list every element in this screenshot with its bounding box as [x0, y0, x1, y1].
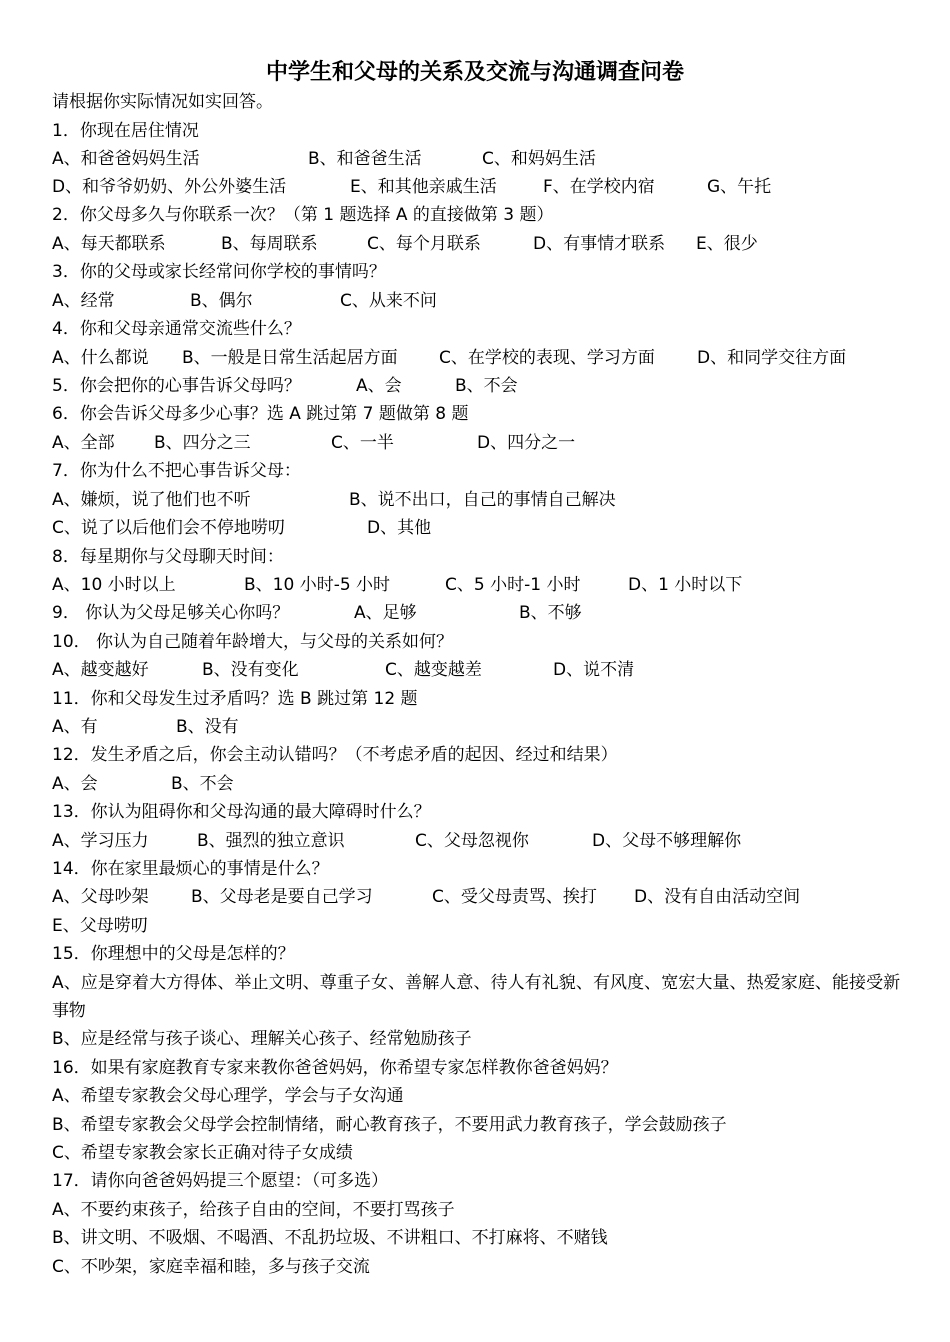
option: B、没有 [176, 717, 239, 737]
option: A、不要约束孩子，给孩子自由的空间，不要打骂孩子 [52, 1200, 455, 1220]
question-text: 3．你的父母或家长经常问你学校的事情吗？ [52, 262, 386, 282]
option: C、父母忽视你 [415, 831, 529, 851]
question-text: 14．你在家里最烦心的事情是什么？ [52, 859, 329, 879]
option: B、不会 [171, 774, 234, 794]
option: B、和爸爸生活 [308, 149, 422, 169]
option: B、不会 [455, 376, 518, 396]
option: A、有 [52, 717, 98, 737]
option: D、父母不够理解你 [592, 831, 742, 851]
option: C、一半 [331, 433, 394, 453]
question-text: 1．你现在居住情况 [52, 121, 199, 141]
option: G、午托 [707, 177, 772, 197]
option: D、1 小时以下 [628, 575, 743, 595]
option: C、和妈妈生活 [482, 149, 596, 169]
option: E、很少 [696, 234, 758, 254]
option: A、每天都联系 [52, 234, 166, 254]
option: C、在学校的表现、学习方面 [439, 348, 655, 368]
option: D、有事情才联系 [533, 234, 666, 254]
option: C、每个月联系 [367, 234, 481, 254]
question-text: 17．请你向爸爸妈妈提三个愿望：（可多选） [52, 1171, 389, 1191]
option: A、希望专家教会父母心理学，学会与子女沟通 [52, 1086, 404, 1106]
option: D、和爷爷奶奶、外公外婆生活 [52, 177, 287, 197]
option: A、会 [356, 376, 402, 396]
option: C、受父母责骂、挨打 [432, 887, 597, 907]
option: A、嫌烦，说了他们也不听 [52, 490, 251, 510]
option: B、讲文明、不吸烟、不喝酒、不乱扔垃圾、不讲粗口、不打麻将、不赌钱 [52, 1228, 608, 1248]
question-text: 6．你会告诉父母多少心事？选 A 跳过第 7 题做第 8 题 [52, 404, 469, 424]
option: C、5 小时-1 小时 [445, 575, 581, 595]
question-text: 4．你和父母亲通常交流些什么？ [52, 319, 301, 339]
option: B、说不出口，自己的事情自己解决 [349, 490, 616, 510]
option: B、每周联系 [221, 234, 318, 254]
option: C、希望专家教会家长正确对待子女成绩 [52, 1143, 353, 1163]
option: C、从来不问 [340, 291, 437, 311]
option: B、父母老是要自己学习 [191, 887, 373, 907]
option: A、越变越好 [52, 660, 149, 680]
option: B、四分之三 [154, 433, 251, 453]
option: A、会 [52, 774, 98, 794]
option: C、越变越差 [385, 660, 482, 680]
question-text: 10． 你认为自己随着年龄增大，与父母的关系如何？ [52, 632, 454, 652]
option: D、其他 [367, 518, 432, 538]
question-text: 15．你理想中的父母是怎样的？ [52, 944, 295, 964]
question-text: 5．你会把你的心事告诉父母吗？ [52, 376, 301, 396]
question-text: 12．发生矛盾之后，你会主动认错吗？（不考虑矛盾的起因、经过和结果） [52, 745, 618, 765]
option: E、父母唠叨 [52, 916, 148, 936]
option: B、应是经常与孩子谈心、理解关心孩子、经常勉励孩子 [52, 1029, 472, 1049]
option: D、没有自由活动空间 [634, 887, 801, 907]
option: B、希望专家教会父母学会控制情绪，耐心教育孩子，不要用武力教育孩子，学会鼓励孩子 [52, 1115, 727, 1135]
question-text: 8．每星期你与父母聊天时间： [52, 547, 284, 567]
question-text: 2．你父母多久与你联系一次？（第 1 题选择 A 的直接做第 3 题） [52, 205, 554, 225]
option: A、学习压力 [52, 831, 149, 851]
question-text: 13．你认为阻碍你和父母沟通的最大障碍时什么？ [52, 802, 431, 822]
option: F、在学校内宿 [543, 177, 655, 197]
option: B、不够 [519, 603, 582, 623]
question-text: 7．你为什么不把心事告诉父母： [52, 461, 301, 481]
option: B、强烈的独立意识 [197, 831, 345, 851]
option: A、父母吵架 [52, 887, 149, 907]
question-text: 9． 你认为父母足够关心你吗？ [52, 603, 290, 623]
option: C、不吵架，家庭幸福和睦，多与孩子交流 [52, 1257, 370, 1277]
option: D、和同学交往方面 [697, 348, 847, 368]
option: B、一般是日常生活起居方面 [182, 348, 398, 368]
question-15-option-a: A、应是穿着大方得体、举止文明、尊重子女、善解人意、待人有礼貌、有风度、宽宏大量、热爱家庭、能接受新事物 [52, 973, 900, 1021]
question-text: 11．你和父母发生过矛盾吗？选 B 跳过第 12 题 [52, 689, 418, 709]
option: B、偶尔 [190, 291, 253, 311]
option: A、10 小时以上 [52, 575, 176, 595]
option: C、说了以后他们会不停地唠叨 [52, 518, 285, 538]
option: B、10 小时-5 小时 [244, 575, 391, 595]
option: E、和其他亲戚生活 [350, 177, 497, 197]
option: A、经常 [52, 291, 115, 311]
option: A、和爸爸妈妈生活 [52, 149, 200, 169]
option: D、四分之一 [477, 433, 576, 453]
page-title: 中学生和父母的关系及交流与沟通调查问卷 [265, 60, 684, 85]
option: A、全部 [52, 433, 115, 453]
intro-text: 请根据你实际情况如实回答。 [52, 92, 273, 112]
option: A、什么都说 [52, 348, 149, 368]
option: D、说不清 [553, 660, 635, 680]
option: B、没有变化 [202, 660, 299, 680]
question-text: 16．如果有家庭教育专家来教你爸爸妈妈，你希望专家怎样教你爸爸妈妈？ [52, 1058, 618, 1078]
option: A、足够 [354, 603, 417, 623]
